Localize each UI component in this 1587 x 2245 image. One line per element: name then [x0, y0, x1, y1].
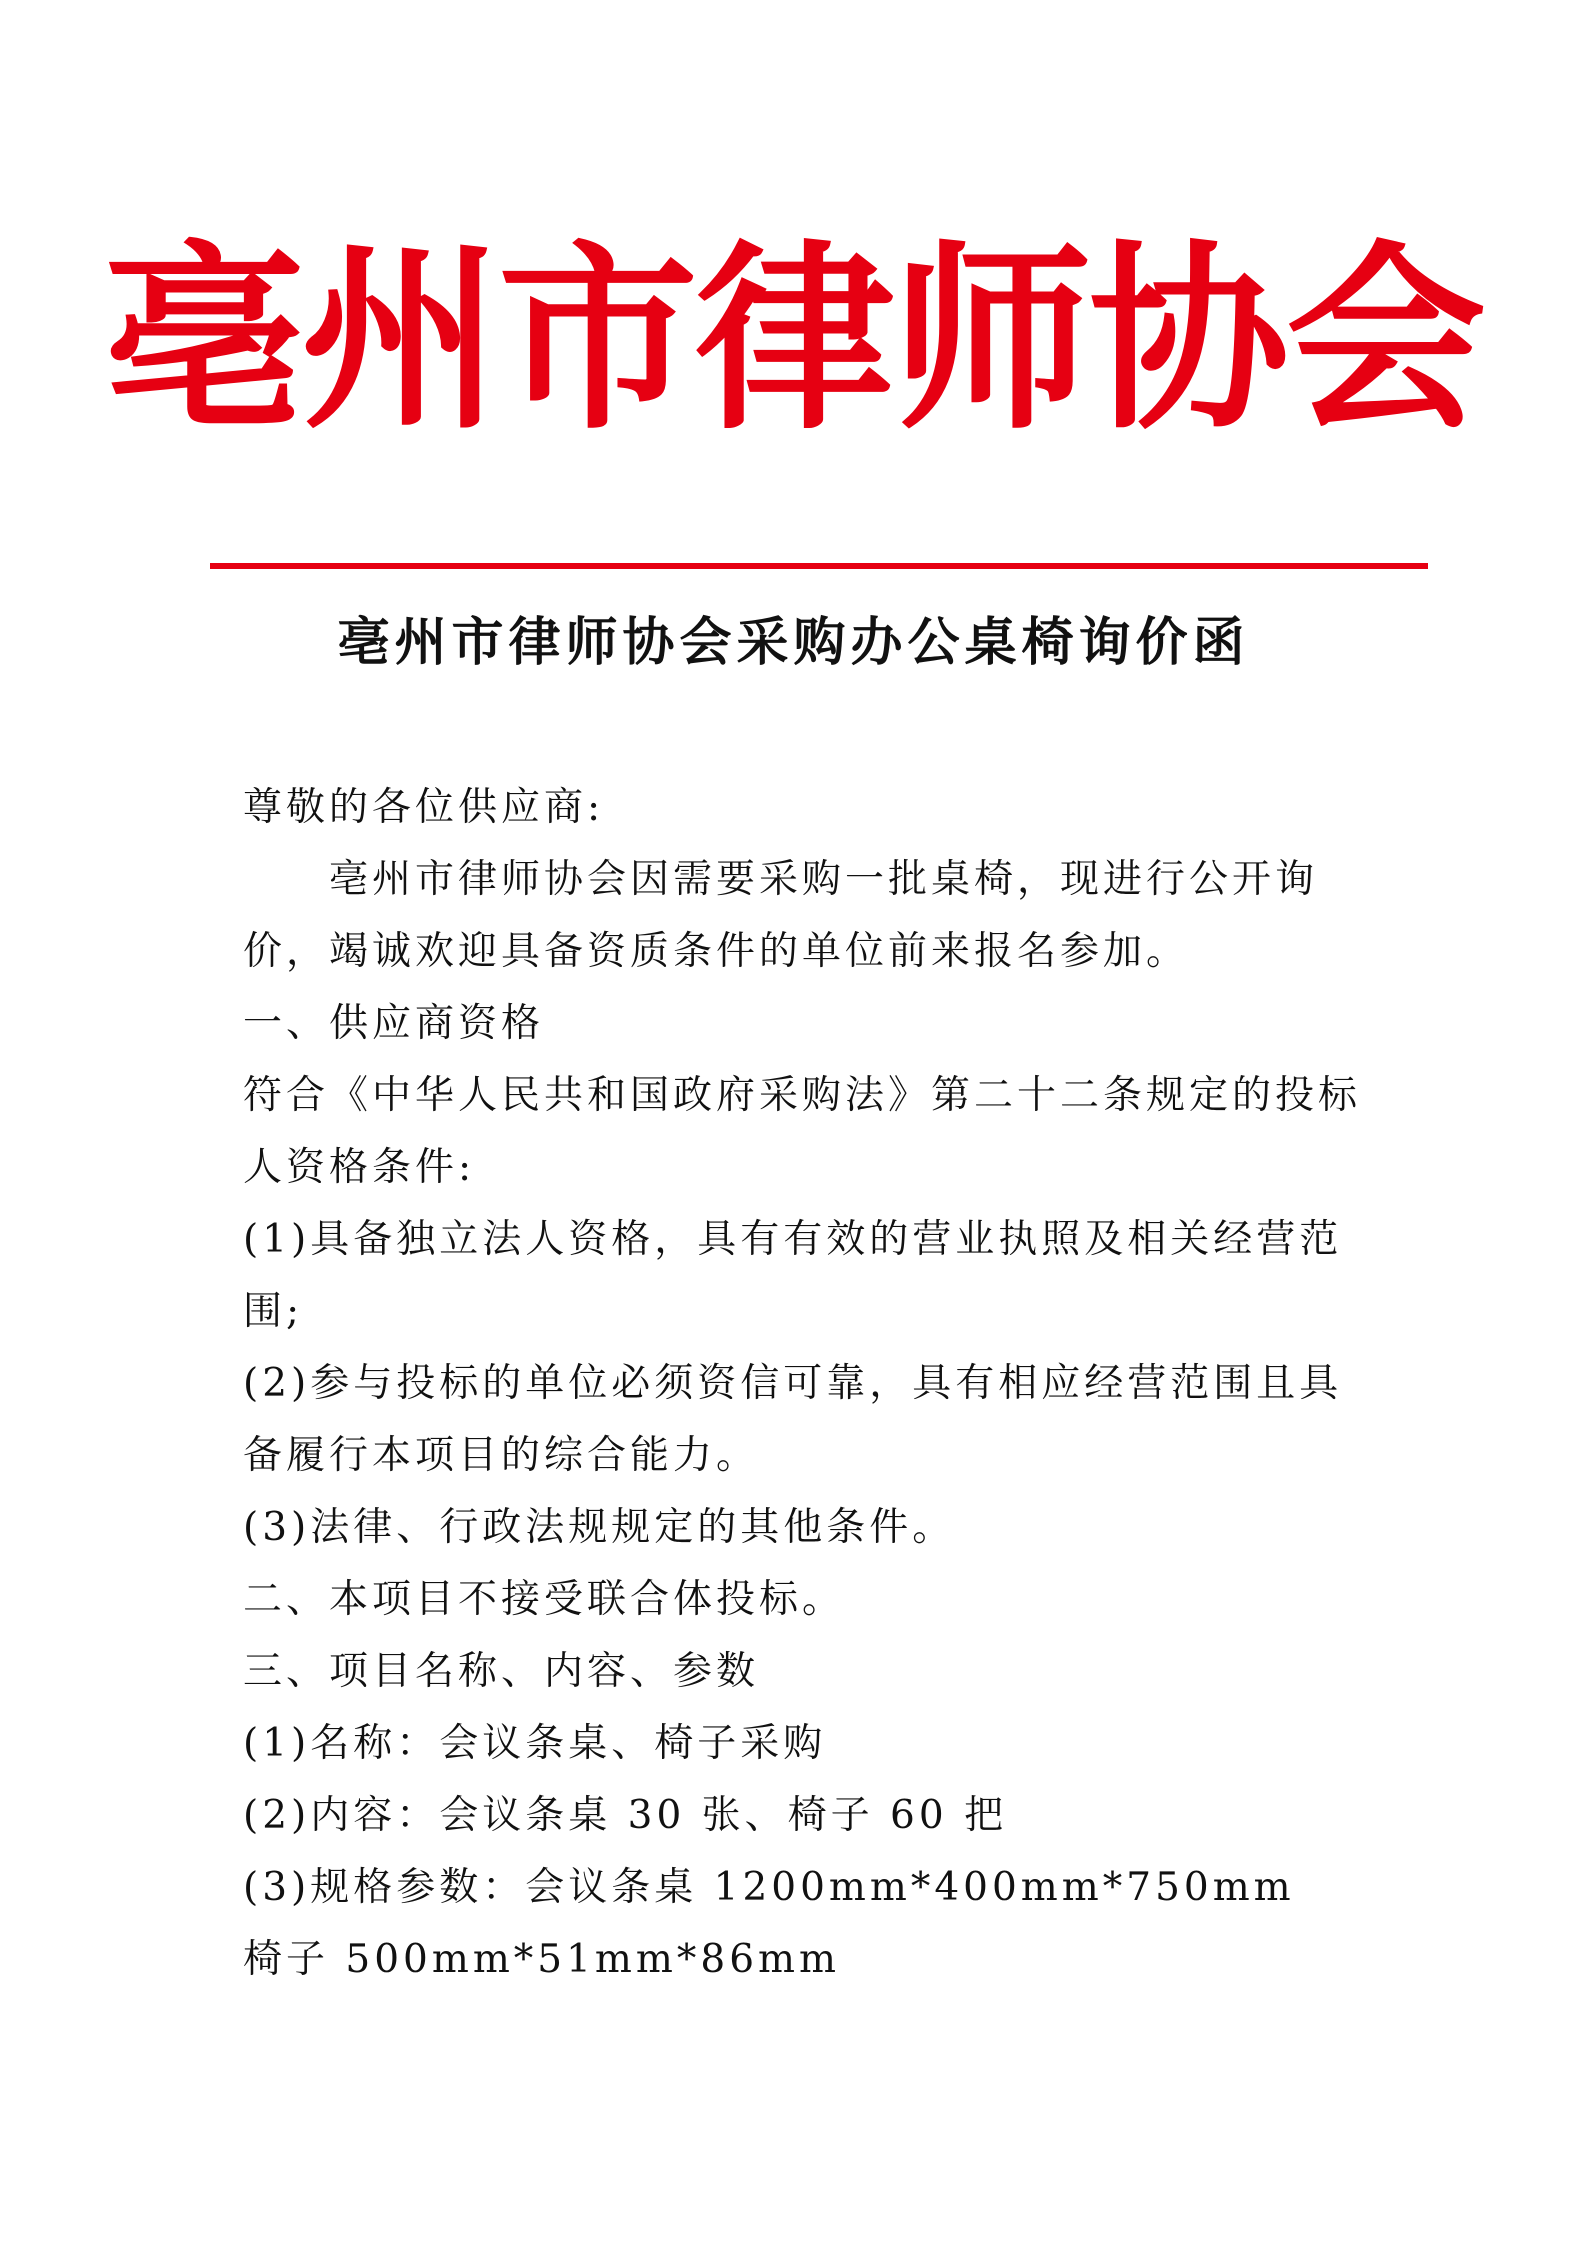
letterhead-divider	[210, 563, 1428, 569]
document-title: 亳州市律师协会采购办公桌椅询价函	[337, 613, 1250, 673]
qualification-item-2-line: 备履行本项目的综合能力。	[243, 1433, 760, 1478]
qualification-item-1-line: (1)具备独立法人资格，具有有效的营业执照及相关经营范	[243, 1217, 1343, 1262]
qualification-item-1-line: 围;	[243, 1289, 304, 1334]
document-body	[243, 772, 1362, 1996]
qualification-text-line: 符合《中华人民共和国政府采购法》第二十二条规定的投标	[243, 1073, 1362, 1118]
project-item-specs-chair: 椅子 500mm*51mm*86mm	[243, 1937, 840, 1982]
qualification-item-2-line: (2)参与投标的单位必须资信可靠，具有相应经营范围且具	[243, 1361, 1343, 1406]
intro-paragraph-line: 价，竭诚欢迎具备资质条件的单位前来报名参加。	[243, 929, 1190, 974]
salutation: 尊敬的各位供应商:	[243, 785, 605, 830]
project-item-name: (1)名称：会议条桌、椅子采购	[243, 1721, 827, 1766]
intro-paragraph-line: 亳州市律师协会因需要采购一批桌椅，现进行公开询	[329, 857, 1319, 902]
section-heading-project: 三、项目名称、内容、参数	[243, 1649, 760, 1694]
letterhead-title: 亳州市律师协会	[103, 222, 1483, 457]
qualification-text-line: 人资格条件:	[243, 1145, 476, 1190]
project-item-content: (2)内容：会议条桌 30 张、椅子 60 把	[243, 1793, 1008, 1838]
section-heading-qualifications: 一、供应商资格	[243, 1001, 545, 1046]
qualification-item-3: (3)法律、行政法规规定的其他条件。	[243, 1505, 956, 1550]
project-item-specs: (3)规格参数：会议条桌 1200mm*400mm*750mm	[243, 1865, 1295, 1910]
section-heading-consortium: 二、本项目不接受联合体投标。	[243, 1577, 846, 1622]
